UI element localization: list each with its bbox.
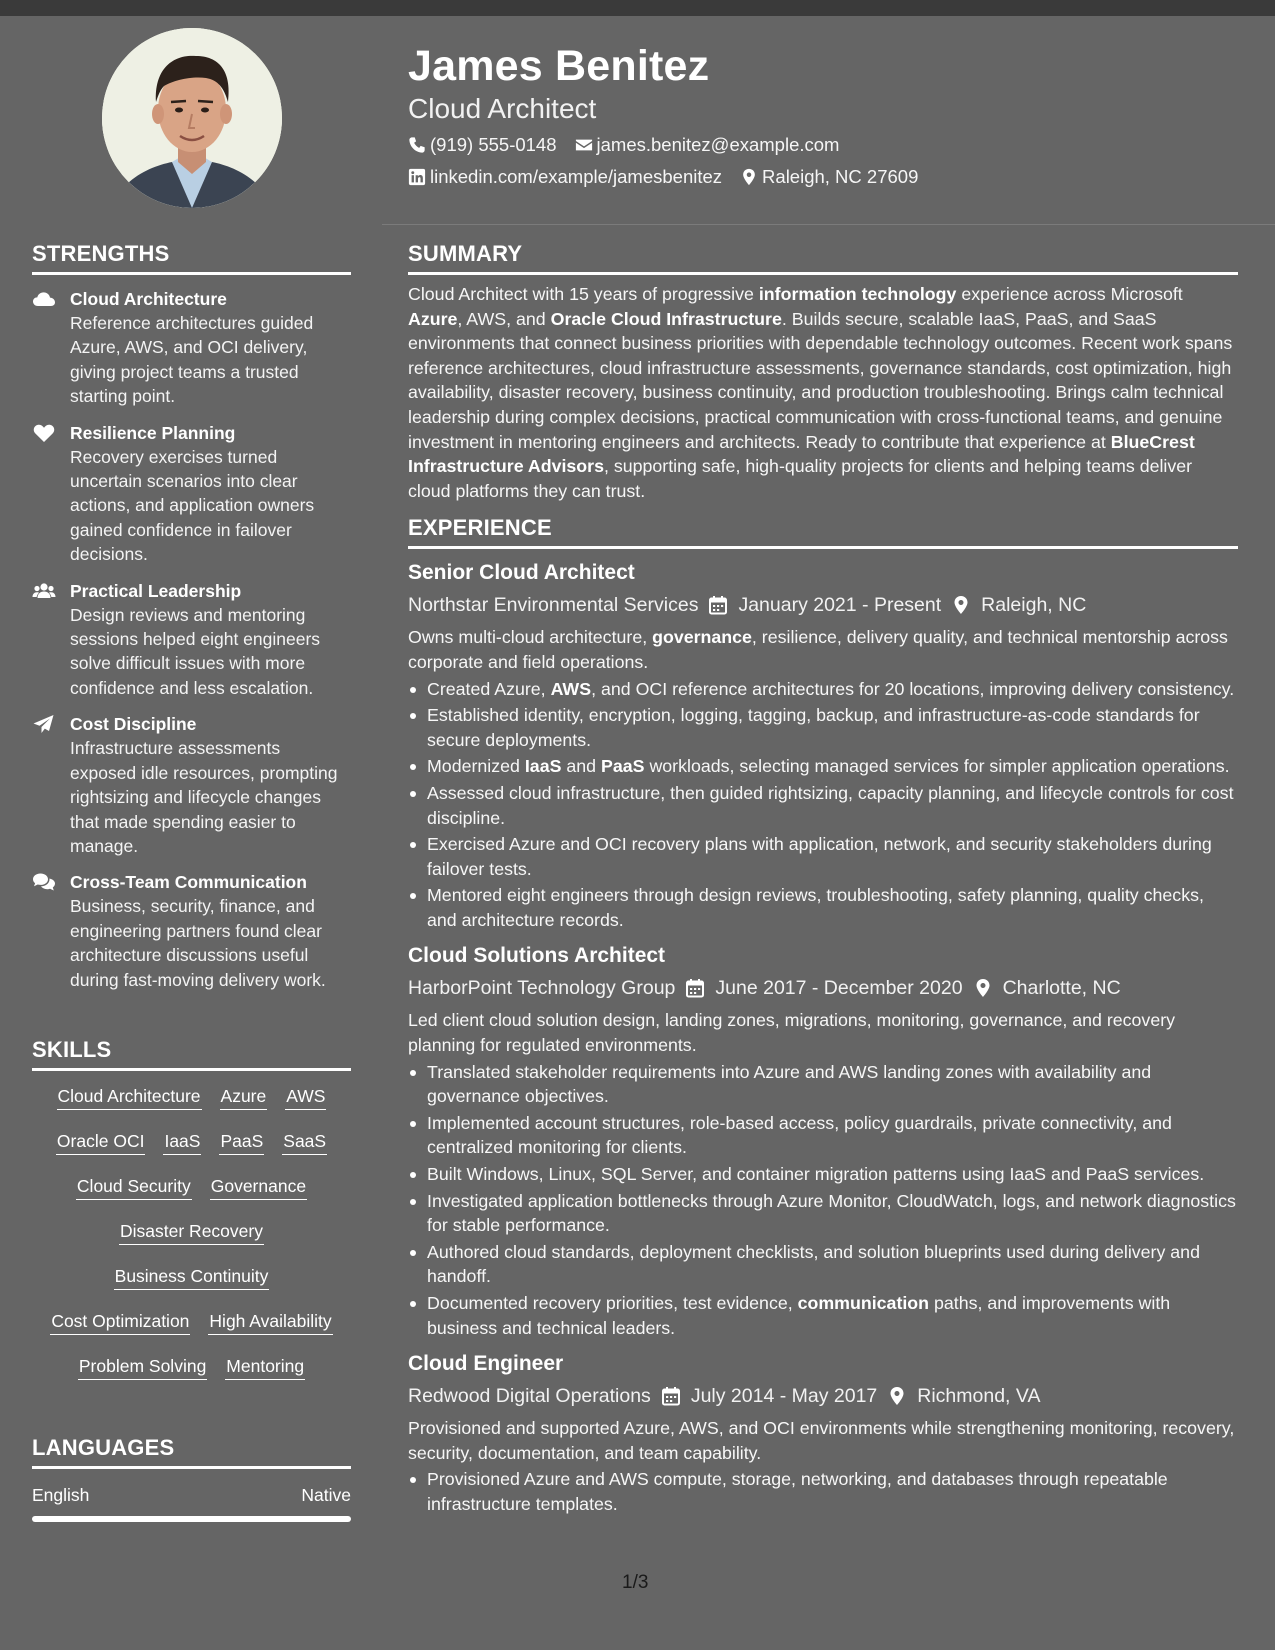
paper-plane-icon xyxy=(32,714,56,734)
strength-item xyxy=(32,421,351,567)
skill-row xyxy=(32,1218,351,1263)
bold-keyword: Oracle Cloud Infrastructure xyxy=(550,308,782,329)
cloud-icon xyxy=(32,289,56,309)
job-bullets xyxy=(408,1060,1238,1341)
strength-title: Cost Discipline xyxy=(70,714,197,735)
location-contact xyxy=(740,164,918,190)
skills-heading: SKILLS xyxy=(32,1037,351,1071)
strength-item xyxy=(32,287,351,409)
strength-desc: Recovery exercises turned uncertain scenarios into clear actions, and application owners gained confidence in failover decisions. xyxy=(70,446,315,565)
skill-tag: Oracle OCI xyxy=(56,1130,146,1155)
job-meta xyxy=(408,591,1238,619)
job-bullet: Built Windows, Linux, SQL Server, and container migration patterns using IaaS and PaaS services. xyxy=(408,1162,1238,1187)
skill-tag: Problem Solving xyxy=(78,1355,207,1380)
job-bullet: Assessed cloud infrastructure, then guided rightsizing, capacity planning, and lifecycle controls for cost discipline. xyxy=(408,781,1238,830)
job-location: Richmond, VA xyxy=(917,1385,1041,1408)
language-item xyxy=(32,1485,351,1506)
bold-keyword: governance xyxy=(652,627,752,648)
job-bullet: Modernized IaaS and PaaS workloads, selecting managed services for simpler application operations. xyxy=(408,754,1238,779)
strength-title: Cloud Architecture xyxy=(70,289,227,309)
skill-tag: Mentoring xyxy=(225,1355,305,1380)
skill-row xyxy=(32,1173,351,1218)
phone-text: (919) 555-0148 xyxy=(430,134,557,155)
bold-keyword: BlueCrest Infrastructure Advisors xyxy=(408,431,1195,477)
skill-list xyxy=(32,1083,351,1398)
skill-tag: High Availability xyxy=(208,1310,332,1335)
strength-title: Cross-Team Communication xyxy=(70,872,307,893)
calendar-icon xyxy=(708,595,728,615)
linkedin-text: linkedin.com/example/jamesbenitez xyxy=(430,166,723,187)
job-bullet: Translated stakeholder requirements into Azure and AWS landing zones with availability and governance objectives. xyxy=(408,1060,1238,1109)
contact-line xyxy=(408,132,1238,158)
skill-tag: AWS xyxy=(285,1085,326,1110)
calendar-icon xyxy=(661,1386,681,1406)
skill-tag: Business Continuity xyxy=(114,1265,270,1290)
profile-photo xyxy=(102,28,282,208)
bold-keyword: AWS xyxy=(550,678,592,699)
language-proficiency-bar xyxy=(32,1516,351,1522)
job-bullet: Investigated application bottlenecks through Azure Monitor, CloudWatch, logs, and network diagnostics for stable performance. xyxy=(408,1189,1238,1238)
job-description: Owns multi-cloud architecture, governance, resilience, delivery quality, and technical mentorship across corporate and field operations. xyxy=(408,627,1228,672)
job-bullet: Provisioned Azure and AWS compute, storage, networking, and databases through repeatable infrastructure templates. xyxy=(408,1467,1238,1516)
job-entry xyxy=(408,559,1238,932)
skill-row xyxy=(32,1308,351,1353)
job-bullets xyxy=(408,677,1238,933)
phone-icon xyxy=(408,136,426,154)
top-bar xyxy=(0,0,1275,16)
header-divider xyxy=(382,224,1275,225)
map-pin-icon xyxy=(951,595,971,615)
strength-desc: Business, security, finance, and engineering partners found clear architecture discussions useful during fast-moving delivery work. xyxy=(70,896,326,990)
skill-tag: Disaster Recovery xyxy=(119,1220,264,1245)
job-dates: July 2014 - May 2017 xyxy=(690,1385,878,1408)
skill-row xyxy=(32,1263,351,1308)
job-company: HarborPoint Technology Group xyxy=(408,977,676,1000)
languages-section xyxy=(32,1435,351,1522)
resume-header xyxy=(408,40,1238,190)
map-pin-icon xyxy=(887,1386,907,1406)
strength-item xyxy=(32,712,351,858)
job-bullet: Mentored eight engineers through design reviews, troubleshooting, safety planning, quality checks, and architecture records. xyxy=(408,883,1238,932)
strength-title: Practical Leadership xyxy=(70,580,242,601)
users-icon xyxy=(32,581,56,601)
job-dates: January 2021 - Present xyxy=(738,594,942,617)
map-pin-icon xyxy=(740,168,758,186)
job-bullets xyxy=(408,1467,1238,1516)
skill-row xyxy=(32,1353,351,1398)
job-dates: June 2017 - December 2020 xyxy=(715,977,963,1000)
email-contact[interactable] xyxy=(575,132,840,158)
job-bullet: Created Azure, AWS, and OCI reference architectures for 20 locations, improving delivery consistency. xyxy=(408,677,1238,702)
map-pin-icon xyxy=(973,978,993,998)
contact-line xyxy=(408,164,1238,190)
heart-icon xyxy=(32,423,56,443)
calendar-icon xyxy=(685,978,705,998)
strength-desc: Infrastructure assessments exposed idle resources, prompting rightsizing and lifecycle changes that made spending easier to manage. xyxy=(70,738,338,856)
skill-row xyxy=(32,1083,351,1128)
job-description: Provisioned and supported Azure, AWS, and OCI environments while strengthening monitoring, recovery, security, documentation, and team capability. xyxy=(408,1418,1235,1463)
job-title: Cloud Engineer xyxy=(408,1352,564,1376)
job-location: Charlotte, NC xyxy=(1002,977,1121,1000)
email-text: james.benitez@example.com xyxy=(596,134,840,155)
job-meta xyxy=(408,974,1238,1002)
summary-section xyxy=(408,241,1238,503)
experience-section xyxy=(408,515,1238,1516)
job-company: Redwood Digital Operations xyxy=(408,1385,651,1408)
summary-heading: SUMMARY xyxy=(408,241,1238,275)
job-bullet: Established identity, encryption, logging, tagging, backup, and infrastructure-as-code standards for secure deployments. xyxy=(408,703,1238,752)
skill-tag: Cost Optimization xyxy=(50,1310,190,1335)
job-title: Senior Cloud Architect xyxy=(408,561,635,585)
language-level: Native xyxy=(301,1485,351,1505)
skills-section xyxy=(32,1037,351,1398)
page-number: 1/3 xyxy=(622,1572,649,1593)
skill-tag: Governance xyxy=(210,1175,307,1200)
strength-desc: Reference architectures guided Azure, AWS, and OCI delivery, giving project teams a trusted starting point. xyxy=(70,313,314,407)
skill-tag: Azure xyxy=(220,1085,268,1110)
person-title: Cloud Architect xyxy=(408,93,597,124)
job-bullet: Exercised Azure and OCI recovery plans with application, network, and security stakeholders during failover tests. xyxy=(408,832,1238,881)
job-bullet: Authored cloud standards, deployment checklists, and solution blueprints used during delivery and handoff. xyxy=(408,1240,1238,1289)
strengths-heading: STRENGTHS xyxy=(32,241,351,275)
right-column xyxy=(408,241,1238,1519)
person-photo-icon xyxy=(102,28,282,208)
comments-icon xyxy=(32,872,56,892)
language-name: English xyxy=(32,1485,90,1505)
strength-title: Resilience Planning xyxy=(70,422,236,443)
bold-keyword: PaaS xyxy=(601,756,645,777)
job-bullet: Documented recovery priorities, test evidence, communication paths, and improvements with business and technical leaders. xyxy=(408,1291,1238,1340)
job-location: Raleigh, NC xyxy=(981,594,1087,617)
bold-keyword: IaaS xyxy=(524,756,562,777)
skill-tag: PaaS xyxy=(219,1130,264,1155)
job-company: Northstar Environmental Services xyxy=(408,594,699,617)
skill-row xyxy=(32,1128,351,1173)
job-entry xyxy=(408,1350,1238,1516)
bold-keyword: communication xyxy=(797,1293,930,1313)
skill-tag: SaaS xyxy=(282,1130,327,1155)
envelope-icon xyxy=(575,136,593,154)
linkedin-contact[interactable] xyxy=(408,164,722,190)
bold-keyword: information technology xyxy=(758,284,957,304)
job-bullet: Implemented account structures, role-based access, policy guardrails, private connectivity, and centralized monitoring for clients. xyxy=(408,1111,1238,1160)
summary-text: Cloud Architect with 15 years of progressive information technology experience across Microsoft Azure, AWS, and Oracle Cloud Infrastructure. Builds secure, scalable IaaS, PaaS, and SaaS environments that connect business priorities with dependable technology outcomes. Recent work spans reference architectures, cloud infrastructure assessments, governance standards, cost optimization, high availability, disaster recovery, business continuity, and production troubleshooting. Brings calm technical leadership during complex decisions, practical communication with cross-functional teams, and genuine investment in mentoring engineers and architects. Ready to contribute that experience at BlueCrest Infrastructure Advisors, supporting safe, high-quality projects for clients and helping teams deliver cloud platforms they can trust. xyxy=(408,284,1233,501)
skill-tag: Cloud Architecture xyxy=(57,1085,202,1110)
bold-keyword: Azure xyxy=(408,308,458,329)
strength-item xyxy=(32,870,351,992)
strengths-section xyxy=(32,241,351,992)
phone-contact[interactable] xyxy=(408,132,557,158)
strength-item xyxy=(32,579,351,701)
skill-tag: Cloud Security xyxy=(76,1175,192,1200)
strength-desc: Design reviews and mentoring sessions helped eight engineers solve difficult issues with more confidence and less escalation. xyxy=(70,604,321,698)
location-text: Raleigh, NC 27609 xyxy=(762,166,919,187)
skill-tag: IaaS xyxy=(163,1130,201,1155)
job-entry xyxy=(408,942,1238,1340)
job-title: Cloud Solutions Architect xyxy=(408,944,666,968)
job-description: Led client cloud solution design, landing zones, migrations, monitoring, governance, and recovery planning for regulated environments. xyxy=(408,1010,1176,1056)
linkedin-icon xyxy=(408,168,426,186)
experience-heading: EXPERIENCE xyxy=(408,515,1238,549)
job-meta xyxy=(408,1382,1238,1410)
languages-heading: LANGUAGES xyxy=(32,1435,351,1469)
person-name: James Benitez xyxy=(408,42,710,90)
